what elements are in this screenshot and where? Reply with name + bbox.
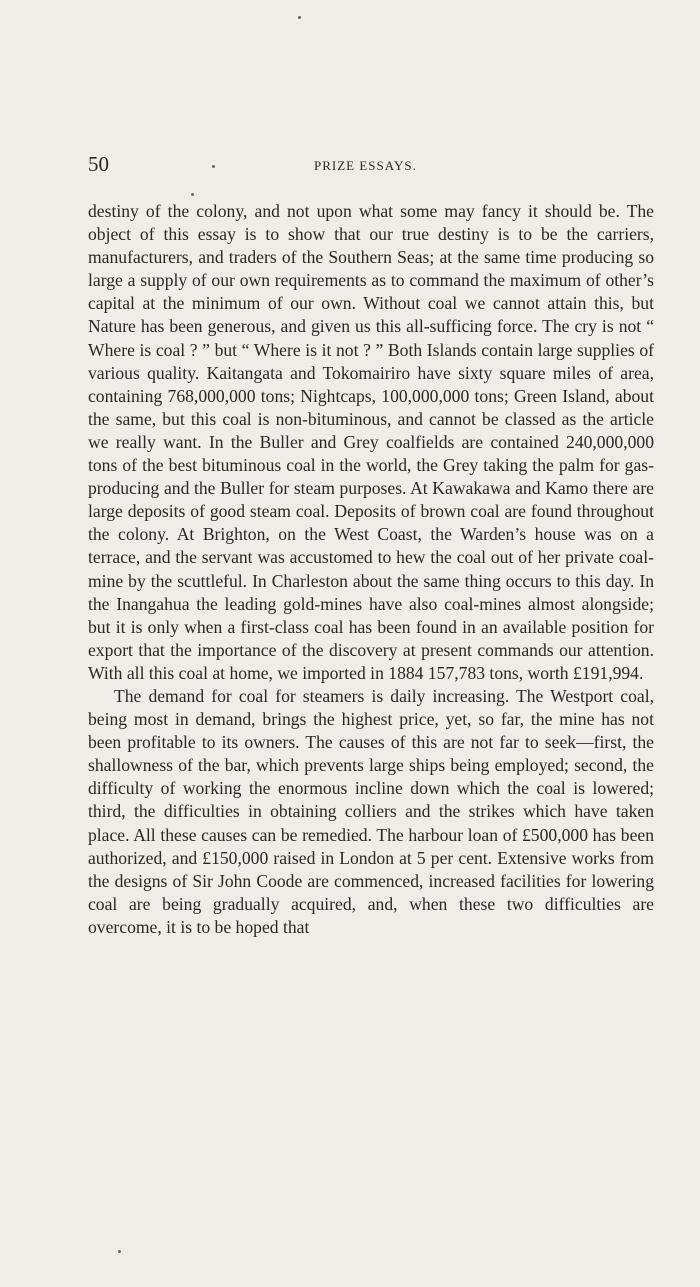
essay-body	[88, 200, 654, 939]
page-header	[88, 152, 654, 180]
scan-speck	[118, 1250, 121, 1253]
page-number: 50	[88, 152, 109, 176]
scan-speck	[298, 16, 301, 19]
scan-speck	[212, 165, 215, 168]
scan-speck	[191, 193, 194, 196]
paragraph-coal-demand: The demand for coal for steamers is daily increasing. The Westport coal, being most in demand, brings the highest price, yet, so far, the mine has not been profitable to its owners. The causes of this are not far to seek—first, the shallowness of the bar, which prevents large ships being employed; second, the difficulty of working the enormous incline down which the coal is lowered; third, the difficulties in obtaining colliers and the strikes which have taken place. All these causes can be remedied. The harbour loan of £500,000 has been authorized, and £150,000 raised in London at 5 per cent. Extensive works from the designs of Sir John Coode are commenced, increased facilities for lowering coal are being gradually acquired, and, when these two difficulties are overcome, it is to be hoped that	[88, 685, 654, 937]
paragraph-continued: destiny of the colony, and not upon what some may fancy it should be. The object of this essay is to show that our true destiny is to be the carriers, manufacturers, and traders of the Southern Seas; at the same time producing so large a supply of our own requirements as to command the maximum of other’s capital at the minimum of our own. Without coal we cannot attain this, but Nature has been generous, and given us this all-sufficing force. The cry is not “ Where is coal ? ” but “ Where is it not ? ” Both Islands contain large supplies of various quality. Kaitangata and Tokomairiro have sixty square miles of area, containing 768,000,000 tons; Nightcaps, 100,000,000 tons; Green Island, about the same, but this coal is non-bituminous, and cannot be classed as the article we really want. In the Buller and Grey coalfields are contained 240,000,000 tons of the best bituminous coal in the world, the Grey taking the palm for gas-producing and the Buller for steam purposes. At Kawakawa and Kamo there are large deposits of good steam coal. Deposits of brown coal are found throughout the colony. At Brighton, on the West Coast, the Warden’s house was on a terrace, and the servant was accustomed to hew the coal out of her private coal-mine by the scuttleful. In Charleston about the same thing occurs to this day. In the Inangahua the leading gold-mines have also coal-mines almost alongside; but it is only when a first-class coal has been found in an available position for export that the importance of the discovery at present commands our attention. With all this coal at home, we imported in 1884 157,783 tons, worth £191,994.	[88, 201, 654, 683]
running-title: PRIZE ESSAYS.	[314, 158, 417, 173]
